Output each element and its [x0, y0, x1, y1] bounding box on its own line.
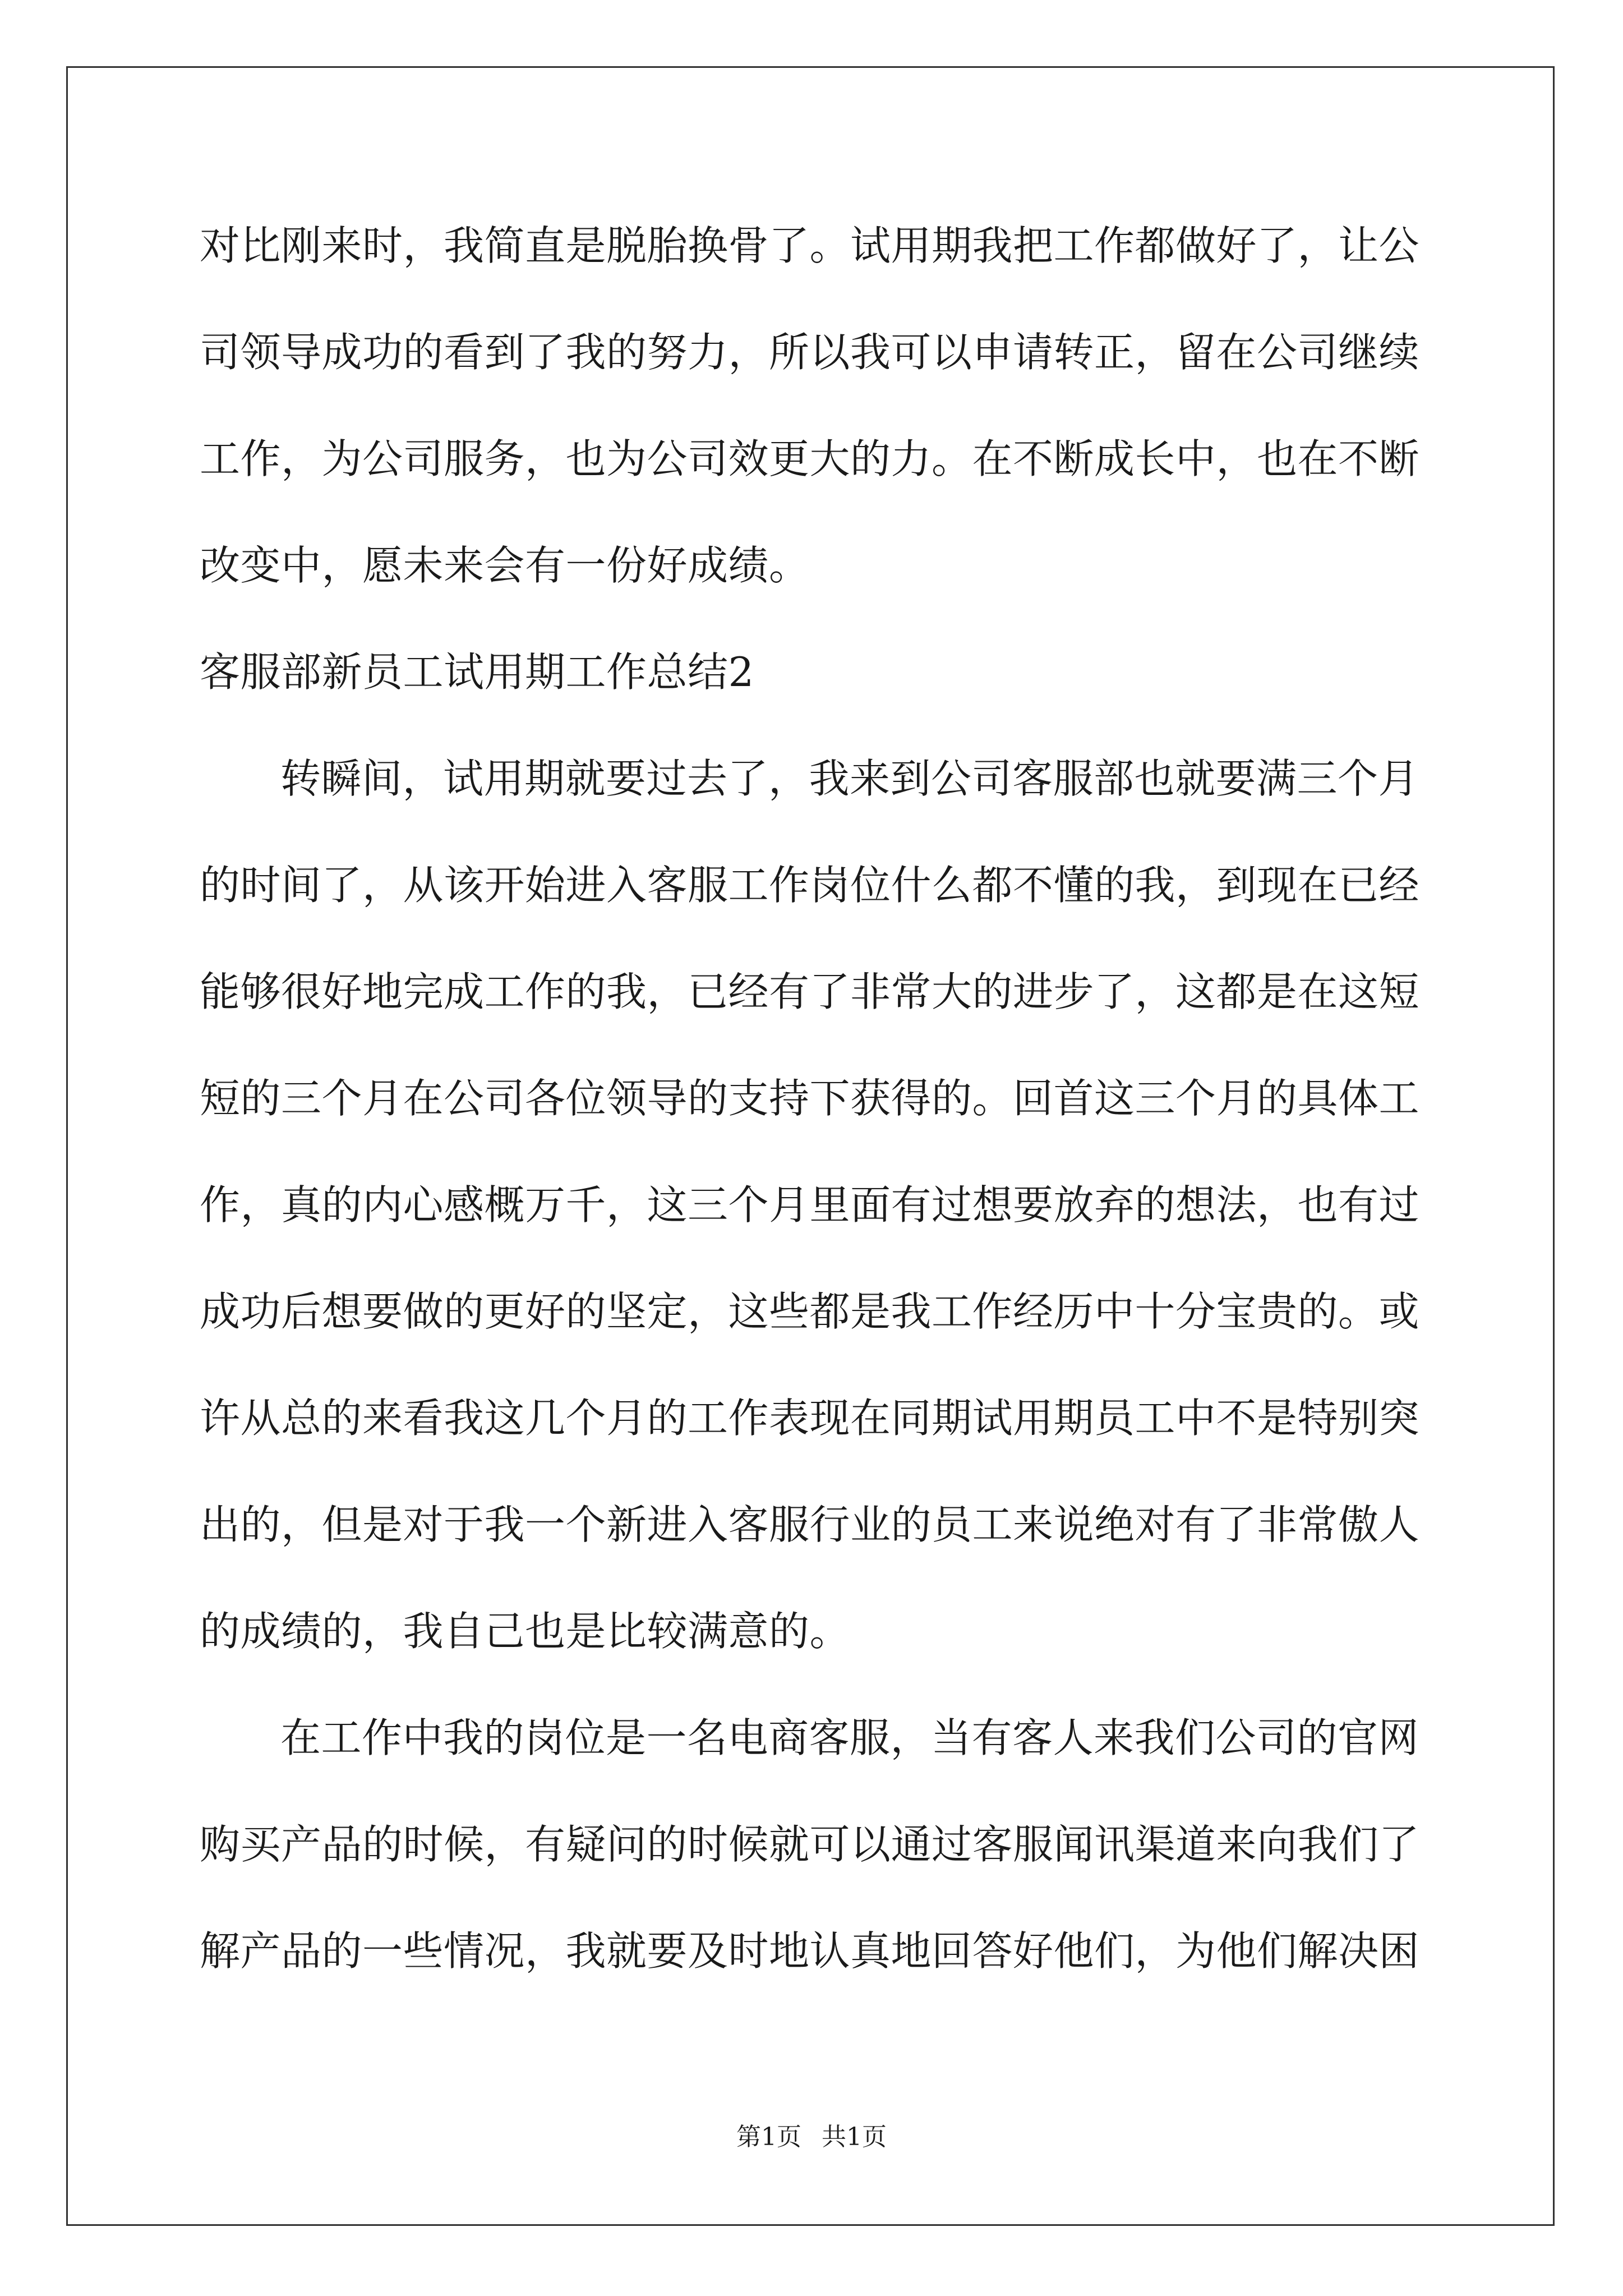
text-line: 的成绩的，我自己也是比较满意的。	[200, 1608, 851, 1655]
text-line: 许从总的来看我这几个月的工作表现在同期试用期员工中不是特别突	[200, 1395, 1420, 1442]
page-footer	[0, 2120, 1623, 2154]
page-number: 第1页	[736, 2123, 801, 2151]
text-line: 转瞬间，试用期就要过去了，我来到公司客服部也就要满三个月	[280, 755, 1419, 802]
text-line: 作，真的内心感概万千，这三个月里面有过想要放弃的想法，也有过	[200, 1181, 1420, 1228]
text-line: 短的三个月在公司各位领导的支持下获得的。回首这三个月的具体工	[200, 1075, 1420, 1122]
text-line: 改变中，愿未来会有一份好成绩。	[200, 542, 810, 589]
text-line: 工作，为公司服务，也为公司效更大的力。在不断成长中，也在不断	[200, 435, 1420, 482]
text-line: 司领导成功的看到了我的努力，所以我可以申请转正，留在公司继续	[200, 329, 1420, 376]
text-line: 在工作中我的岗位是一名电商客服，当有客人来我们公司的官网	[280, 1714, 1419, 1761]
page-border	[66, 66, 1555, 2226]
text-line: 的时间了，从该开始进入客服工作岗位什么都不懂的我，到现在已经	[200, 862, 1420, 909]
page-total: 共1页	[822, 2123, 887, 2151]
text-line: 能够很好地完成工作的我，已经有了非常大的进步了，这都是在这短	[200, 968, 1420, 1015]
text-line: 解产品的一些情况，我就要及时地认真地回答好他们，为他们解决困	[200, 1927, 1420, 1975]
text-line: 成功后想要做的更好的坚定，这些都是我工作经历中十分宝贵的。或	[200, 1288, 1420, 1335]
text-line: 购买产品的时候，有疑问的时候就可以通过客服闻讯渠道来向我们了	[200, 1821, 1420, 1868]
text-line: 对比刚来时，我简直是脱胎换骨了。试用期我把工作都做好了，让公	[200, 222, 1420, 269]
text-line: 出的，但是对于我一个新进入客服行业的员工来说绝对有了非常傲人	[200, 1501, 1420, 1548]
section-heading: 客服部新员工试用期工作总结2	[200, 648, 754, 696]
